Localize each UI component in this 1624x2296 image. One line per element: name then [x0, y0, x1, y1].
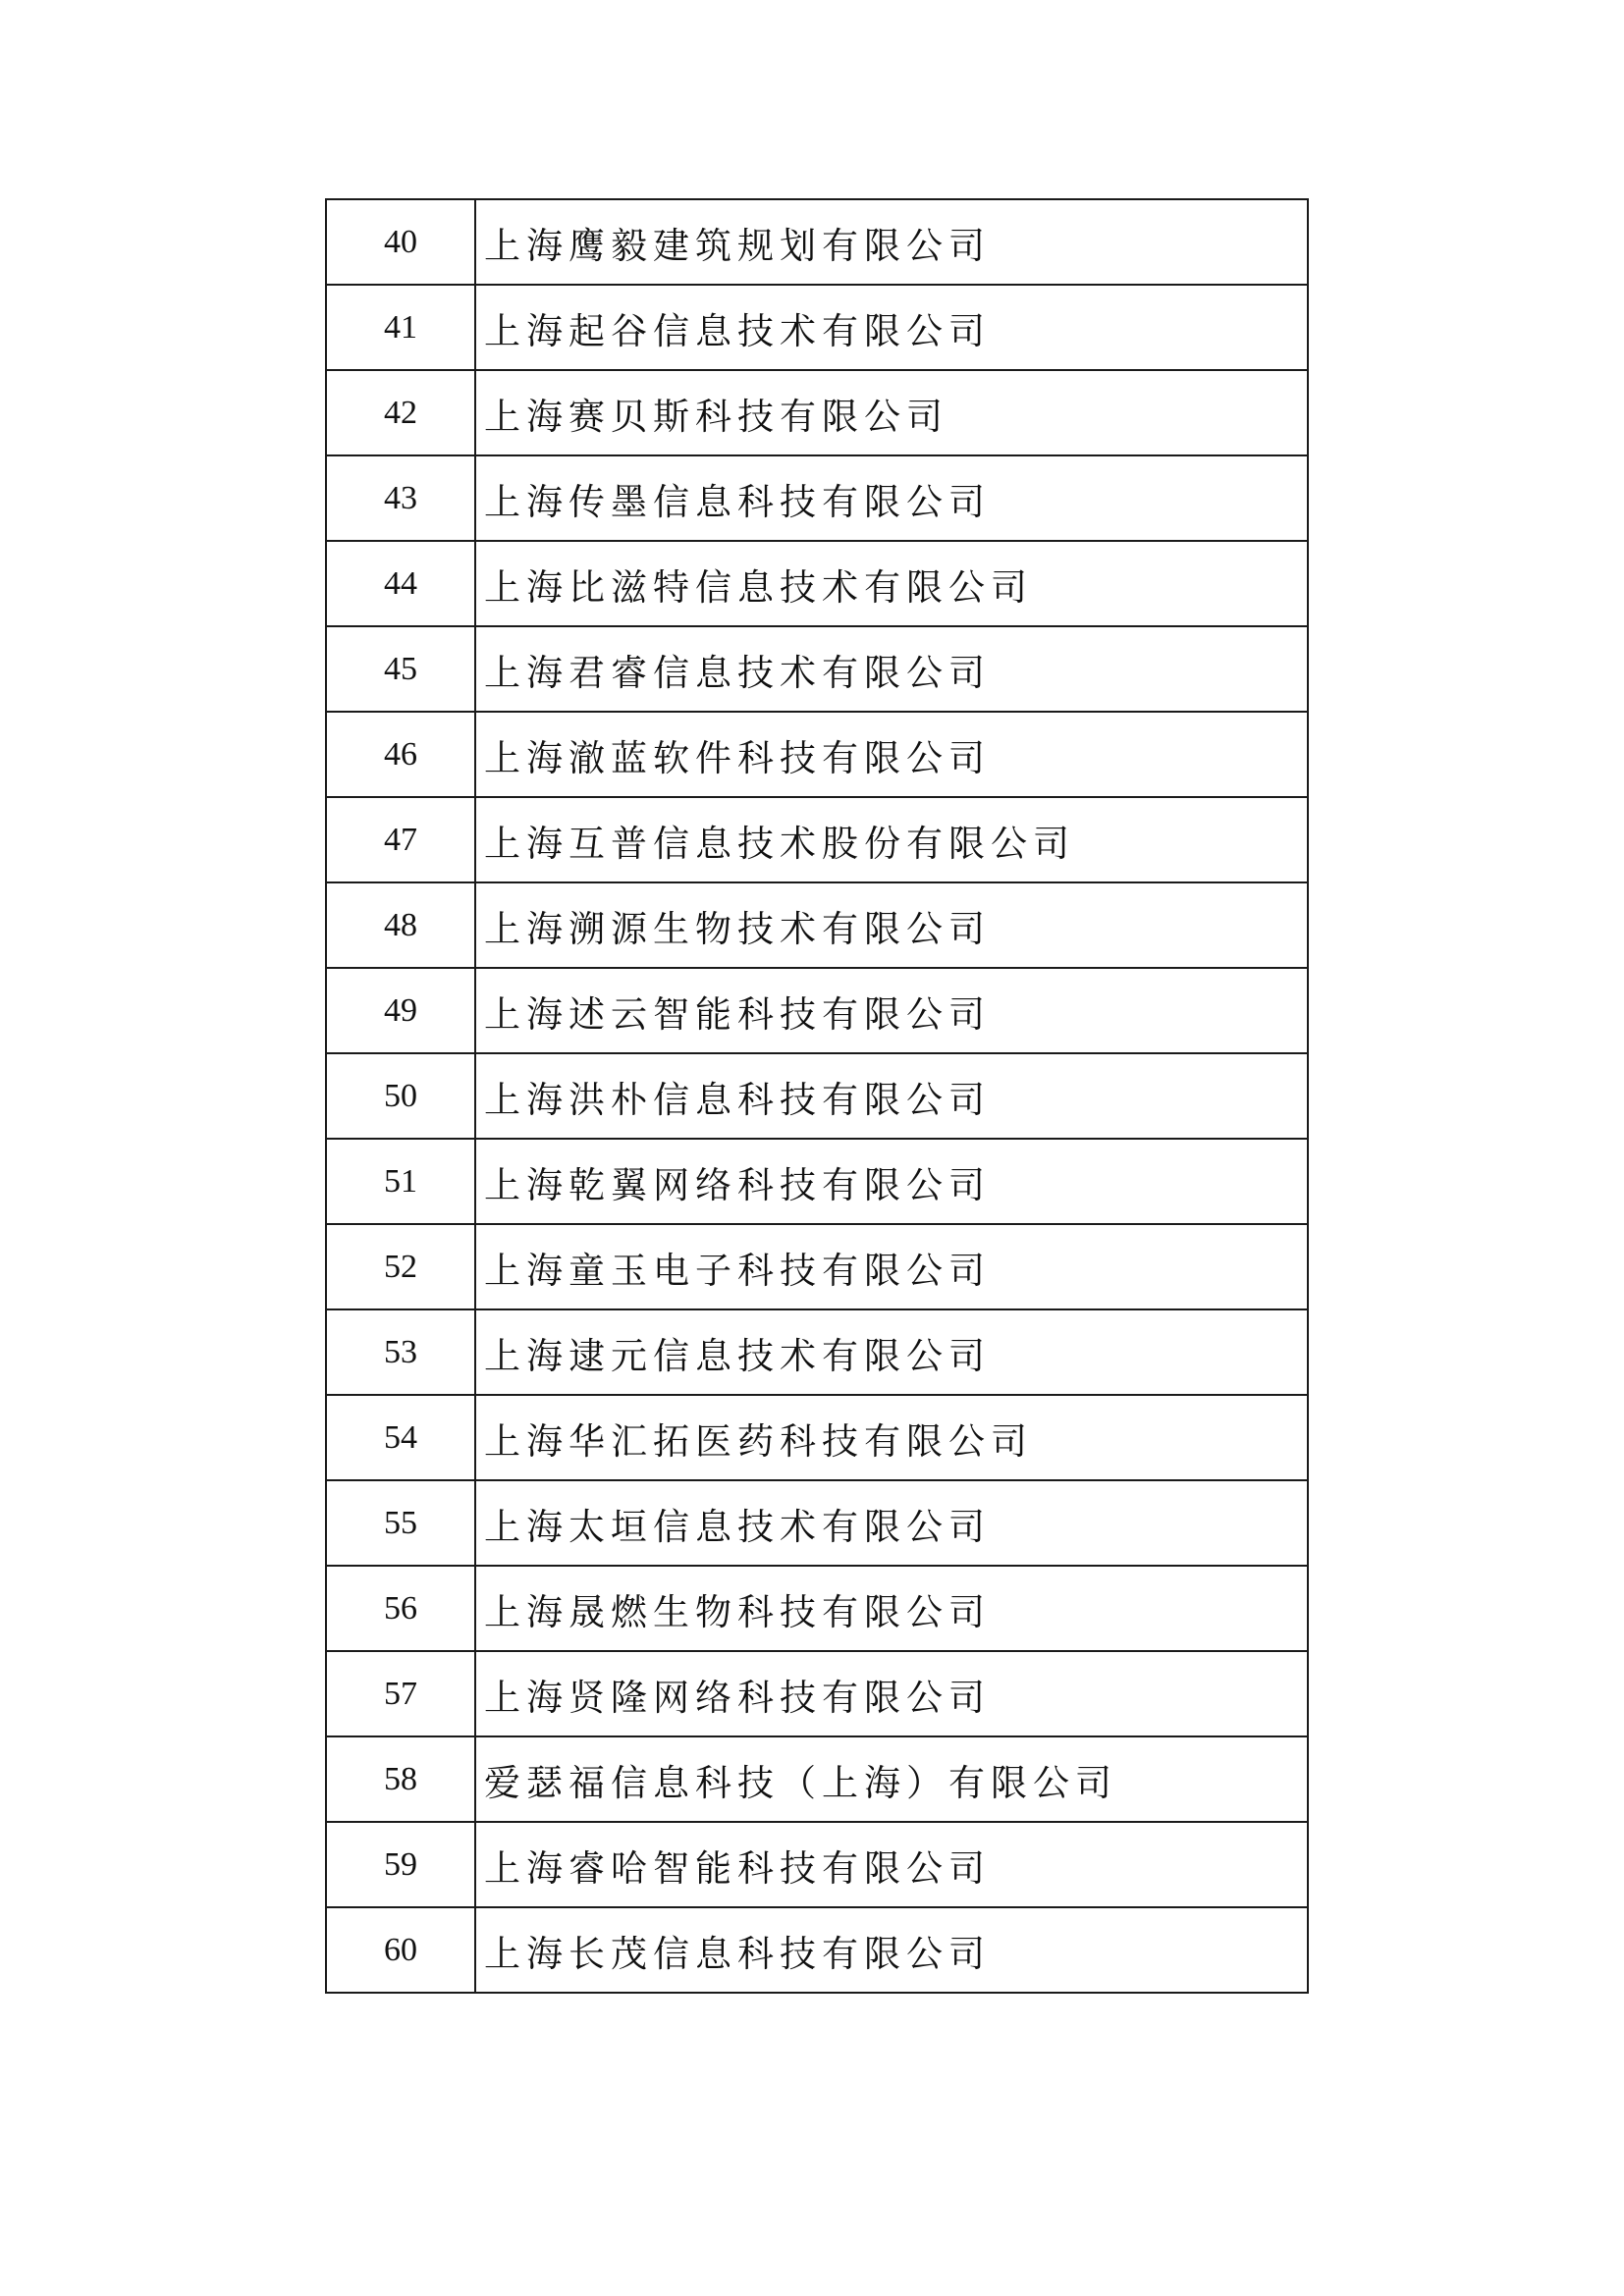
company-name: 上海童玉电子科技有限公司 — [475, 1224, 1308, 1309]
row-number: 41 — [326, 285, 475, 370]
table-row — [326, 968, 1308, 1053]
table-row — [326, 199, 1308, 285]
company-name: 上海鹰毅建筑规划有限公司 — [475, 199, 1308, 285]
row-number: 52 — [326, 1224, 475, 1309]
row-number: 49 — [326, 968, 475, 1053]
company-list-table — [325, 198, 1309, 1994]
company-name: 上海溯源生物技术有限公司 — [475, 882, 1308, 968]
company-name: 上海传墨信息科技有限公司 — [475, 455, 1308, 541]
company-name: 上海起谷信息技术有限公司 — [475, 285, 1308, 370]
table-row — [326, 1566, 1308, 1651]
row-number: 43 — [326, 455, 475, 541]
table-row — [326, 882, 1308, 968]
company-name: 上海逮元信息技术有限公司 — [475, 1309, 1308, 1395]
row-number: 58 — [326, 1736, 475, 1822]
table-row — [326, 1395, 1308, 1480]
row-number: 44 — [326, 541, 475, 626]
row-number: 45 — [326, 626, 475, 712]
row-number: 57 — [326, 1651, 475, 1736]
company-name: 上海长茂信息科技有限公司 — [475, 1907, 1308, 1993]
company-name: 上海澈蓝软件科技有限公司 — [475, 712, 1308, 797]
company-name: 上海君睿信息技术有限公司 — [475, 626, 1308, 712]
table-row — [326, 712, 1308, 797]
row-number: 46 — [326, 712, 475, 797]
row-number: 51 — [326, 1139, 475, 1224]
company-name: 上海华汇拓医药科技有限公司 — [475, 1395, 1308, 1480]
table-row — [326, 797, 1308, 882]
row-number: 40 — [326, 199, 475, 285]
table-row — [326, 1224, 1308, 1309]
table-row — [326, 1651, 1308, 1736]
row-number: 53 — [326, 1309, 475, 1395]
company-name: 上海睿哈智能科技有限公司 — [475, 1822, 1308, 1907]
row-number: 48 — [326, 882, 475, 968]
company-name: 上海洪朴信息科技有限公司 — [475, 1053, 1308, 1139]
company-name: 上海乾翼网络科技有限公司 — [475, 1139, 1308, 1224]
table-row — [326, 455, 1308, 541]
company-name: 上海互普信息技术股份有限公司 — [475, 797, 1308, 882]
table-row — [326, 1822, 1308, 1907]
row-number: 60 — [326, 1907, 475, 1993]
company-name: 上海比滋特信息技术有限公司 — [475, 541, 1308, 626]
company-name: 上海晟燃生物科技有限公司 — [475, 1566, 1308, 1651]
company-name: 爱瑟福信息科技（上海）有限公司 — [475, 1736, 1308, 1822]
row-number: 55 — [326, 1480, 475, 1566]
table-row — [326, 1907, 1308, 1993]
row-number: 59 — [326, 1822, 475, 1907]
table-row — [326, 626, 1308, 712]
row-number: 42 — [326, 370, 475, 455]
table-row — [326, 370, 1308, 455]
company-name: 上海述云智能科技有限公司 — [475, 968, 1308, 1053]
row-number: 56 — [326, 1566, 475, 1651]
table-row — [326, 285, 1308, 370]
table-row — [326, 541, 1308, 626]
row-number: 54 — [326, 1395, 475, 1480]
company-name: 上海太垣信息技术有限公司 — [475, 1480, 1308, 1566]
table-row — [326, 1480, 1308, 1566]
row-number: 50 — [326, 1053, 475, 1139]
company-name: 上海赛贝斯科技有限公司 — [475, 370, 1308, 455]
table-row — [326, 1139, 1308, 1224]
row-number: 47 — [326, 797, 475, 882]
table-row — [326, 1053, 1308, 1139]
table-row — [326, 1309, 1308, 1395]
company-name: 上海贤隆网络科技有限公司 — [475, 1651, 1308, 1736]
table-row — [326, 1736, 1308, 1822]
